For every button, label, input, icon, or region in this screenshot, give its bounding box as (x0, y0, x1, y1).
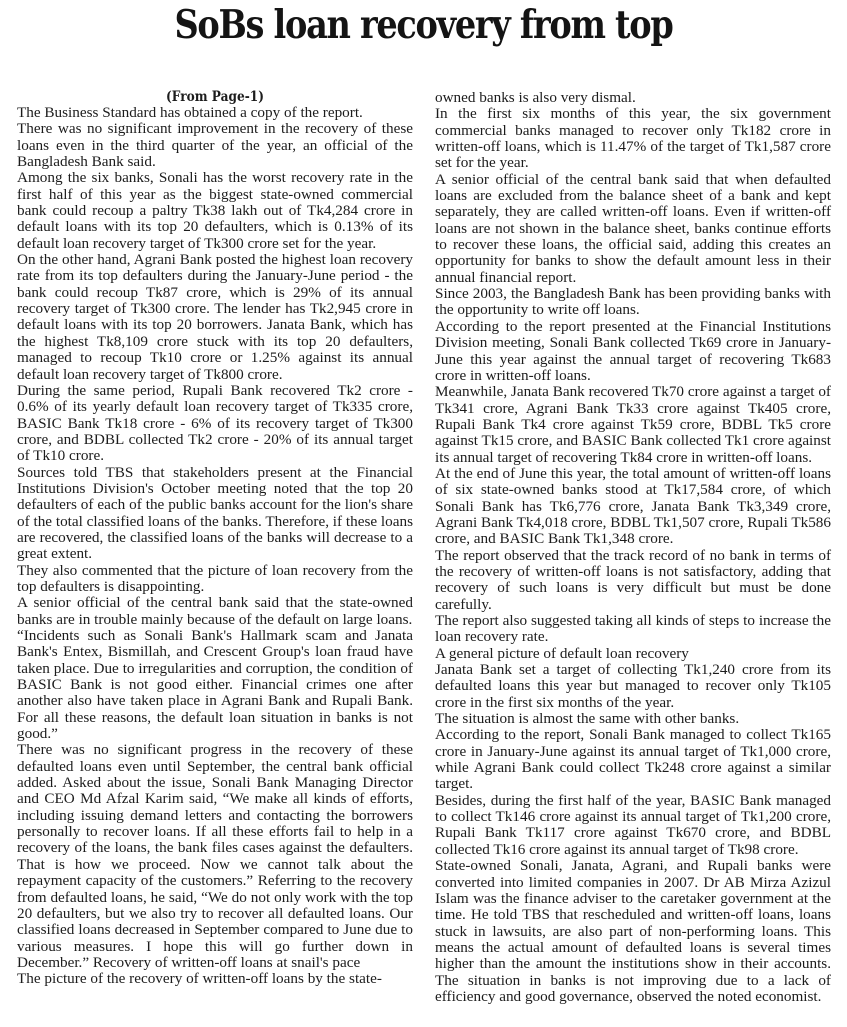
paragraph: “Incidents such as Sonali Bank's Hallmark scam and Janata Bank's Entex, Bismillah, and Crescent Group's loan fraud have taken place. Due to irregularities and corruption, the condition of BASIC Bank is not good either. Financial crimes one after another also have taken place in Agrani Bank and Rupali Bank. For all these reasons, the default loan situation in banks is not good.” (17, 627, 413, 743)
paragraph: In the first six months of this year, the six government commercial banks managed to recover only Tk182 crore in written-off loans, which is 11.47% of the target of Tk1,587 crore set for the year. (435, 105, 831, 172)
paragraph: A senior official of the central bank said that when defaulted loans are excluded from the balance sheet of a bank and kept separately, they are called written-off loans. Even if written-off loans are not shown in the balance sheet, banks continue efforts to recover these loans, the official said, adding this creates an opportunity for banks to show the default amount less in their annual financial report. (435, 170, 831, 286)
continuation-label: (From Page-1) (166, 89, 264, 105)
paragraph: During the same period, Rupali Bank recovered Tk2 crore - 0.6% of its yearly default loan recovery target of Tk335 crore, BASIC Bank Tk18 crore - 6% of its recovery target of Tk300 crore, and BDBL collected Tk2 crore - 20% of its annual target of Tk10 crore. (17, 381, 413, 465)
paragraph: The Business Standard has obtained a copy of the report. (17, 104, 363, 121)
article-headline: SoBs loan recovery from top (174, 2, 673, 48)
paragraph: Sources told TBS that stakeholders present at the Financial Institutions Division's October meeting noted that the top 20 defaulters of each of the public banks account for the lion's share of the total classified loans of the banks. Therefore, if these loans are recovered, the classified loans of the banks will decrease to a great extent. (17, 463, 413, 563)
paragraph: On the other hand, Agrani Bank posted the highest loan recovery rate from its top defaulters during the January-June period - the bank could recoup Tk87 crore, which is 29% of its annual recovery target of Tk300 crore. The lender has Tk2,945 crore in default loans with its top 20 borrowers. Janata Bank, which has the highest Tk8,109 crore stuck with its top 20 defaulters, managed to recoup Tk10 crore or 1.25% against its annual default loan recovery target of Tk800 crore. (17, 251, 413, 383)
paragraph: Besides, during the first half of the year, BASIC Bank managed to collect Tk146 crore against its annual target of Tk1,200 crore, Rupali Bank Tk117 crore against Tk670 crore, and BDBL collected Tk16 crore against its annual target of Tk98 crore. (435, 791, 831, 858)
paragraph: The picture of the recovery of written-off loans by the state- (17, 970, 382, 988)
paragraph: Janata Bank set a target of collecting Tk1,240 crore from its defaulted loans this year but managed to recover only Tk105 crore in the first six months of the year. (435, 661, 831, 711)
paragraph: According to the report presented at the Financial Institutions Division meeting, Sonali Bank collected Tk69 crore in January-June this year against the annual target of recovering Tk683 crore in written-off loans. (435, 317, 831, 384)
paragraph: There was no significant improvement in the recovery of these loans even in the third quarter of the year, an official of the Bangladesh Bank said. (17, 120, 413, 171)
paragraph: They also commented that the picture of loan recovery from the top defaulters is disappointing. (17, 561, 413, 595)
article-column-left (17, 89, 413, 988)
paragraph: According to the report, Sonali Bank managed to collect Tk165 crore in January-June against its annual target of Tk1,000 crore, while Agrani Bank could collect Tk248 crore against a similar target. (435, 726, 831, 793)
paragraph: At the end of June this year, the total amount of written-off loans of six state-owned banks stood at Tk17,584 crore, of which Sonali Bank has Tk6,776 crore, Janata Bank Tk3,349 crore, Agrani Bank Tk4,018 crore, BDBL Tk1,507 crore, Rupali Tk586 crore, and BASIC Bank Tk1,348 crore. (435, 464, 831, 548)
paragraph: The situation is almost the same with other banks. (435, 710, 740, 728)
paragraph: A senior official of the central bank said that the state-owned banks are in trouble mainly because of the default on large loans. (17, 594, 413, 628)
paragraph: owned banks is also very dismal. (435, 89, 636, 106)
paragraph: Meanwhile, Janata Bank recovered Tk70 crore against a target of Tk341 crore, Agrani Bank Tk33 crore against Tk405 crore, Rupali Bank Tk4 crore against Tk59 crore, BDBL Tk5 crore against Tk15 crore, and BASIC Bank collected Tk1 crore against its annual target of recovering Tk84 crore in written-off loans. (435, 383, 831, 466)
paragraph: The report observed that the track record of no bank in terms of the recovery of written-off loans is not satisfactory, adding that recovery of such loans is very difficult but must be done carefully. (435, 546, 831, 613)
paragraph: Among the six banks, Sonali has the worst recovery rate in the first half of this year as the biggest state-owned commercial bank could recoup a paltry Tk38 lakh out of Tk4,284 crore in default loans with its top 20 defaulters, which is 0.13% of its default loan recovery target of Tk300 crore set for the year. (17, 169, 413, 252)
article-column-right (435, 90, 831, 1005)
paragraph: State-owned Sonali, Janata, Agrani, and Rupali banks were converted into limited companies in 2007. Dr AB Mirza Azizul Islam was the finance adviser to the caretaker government at the time. He told TBS that rescheduled and written-off loans, loans stuck in lawsuits, are also part of non-performing loans. This means the actual amount of defaulted loans is several times higher than the amount the institutions show in their accounts. The situation in banks is not improving due to a lack of efficiency and good governance, observed the noted economist. (435, 857, 831, 1005)
paragraph: There was no significant progress in the recovery of these defaulted loans even until September, the central bank official added. Asked about the issue, Sonali Bank Managing Director and CEO Md Afzal Karim said, “We make all kinds of efforts, including issuing demand letters and contacting the borrowers personally to recover loans. If all these efforts fail to help in a recovery of the loans, the bank files cases against the defaulters. That is how we proceed. Now we cannot talk about the repayment capacity of the customers.” Referring to the recovery from defaulted loans, he said, “We do not only work with the top 20 defaulters, but we also try to recover all defaulted loans. Our classified loans decreased in September compared to June due to various measures. I hope this will go further down in December.” Recovery of written-off loans at snail's pace (17, 741, 413, 971)
paragraph: Since 2003, the Bangladesh Bank has been providing banks with the opportunity to write off loans. (435, 285, 831, 319)
paragraph: The report also suggested taking all kinds of steps to increase the loan recovery rate. (435, 612, 831, 646)
section-subheading: A general picture of default loan recovery (435, 644, 689, 662)
